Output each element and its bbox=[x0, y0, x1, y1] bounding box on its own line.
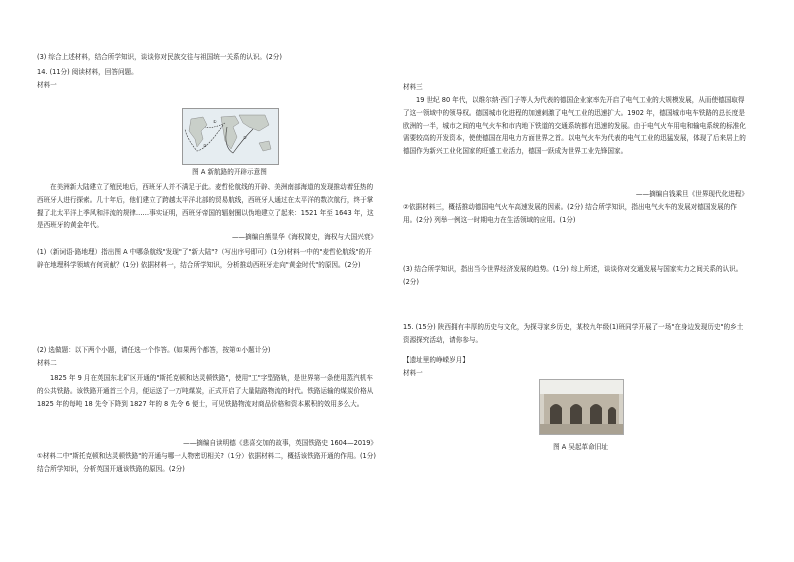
new-sea-routes-map bbox=[182, 108, 279, 165]
question-14-part-1: (1)（新词语·路地理）指出图 A 中哪条航线"发现"了"新大陆"?（写出序号即可）(1分)材料一中的"麦哲伦航线"的开辟在地理科学领域有何贡献？(1分) 依据材料一，结合所学知识，分析推动西班牙走向"黄金时代"的原因。(2分) bbox=[37, 248, 372, 269]
material-label: 材料二 bbox=[37, 359, 57, 367]
question-13-part-3: (3) 综合上述材料，结合所学知识，谈谈你对民族交往与祖国统一关系的认识。(2分) bbox=[37, 53, 282, 61]
section-title: 【遗址里的峥嵘岁月】 bbox=[403, 356, 469, 364]
material-text: 19 世纪 80 年代，以维尔纳·西门子等人为代表的德国企业家率先开启了电气工业的大规模发展，从而使德国取得了这一领域中的领导权。德国城市化进程的加速刺激了电气工业的迅速扩大。1902 年，德国城市电车铁路的总长度是欧洲的一半，城市之间的电气火车和市内地下铁道的交通系统都有迅速的发展。由于电气火车用电和输电系统的标准化需要较高的开发资本，使使德国在用电力方面世界之首。以电气火车为代表的电气工业的迅猛发展，体现了后来居上的德国作为新兴工业化国家的旺盛工业活力，德国一跃成为世界工业先锋国家。 bbox=[403, 96, 746, 156]
material-label: 材料一 bbox=[403, 369, 423, 377]
svg-text:②: ② bbox=[243, 135, 247, 140]
question-14-part-2-option-1: ①材料二中"斯托克顿和达灵顿铁路"的开通与哪一人物密切相关?（1分）依据材料二，概括该铁路开通的作用。(1分) 结合所学知识，分析英国开通该铁路的原因。(2分) bbox=[37, 452, 376, 473]
question-14-part-2-instructions: (2) 选做题：以下两个小题，请任选一个作答。(如果两个都答，按第①小题计分) bbox=[37, 346, 271, 354]
material-source: ——摘编自熊显华《海权简史，海权与大国兴衰》 bbox=[231, 233, 377, 241]
material-source: ——摘编自读明德《悲喜交加的故事，英国铁路史 1604—2019》 bbox=[183, 439, 377, 447]
figure-caption: 图 A 吴起革命旧址 bbox=[553, 443, 608, 451]
figure-caption: 图 A 新航路的开辟示意图 bbox=[192, 168, 267, 176]
svg-text:①: ① bbox=[213, 119, 217, 124]
question-14-heading: 14. (11分) 阅读材料，回答问题。 bbox=[37, 68, 138, 76]
question-14-part-2-option-2: ②依据材料三，概括推动德国电气火车高速发展的因素。(2分) 结合所学知识，指出电气火车的发展对德国发展的作用。(2分) 列举一例这一时期电力在生活领域的应用。(1分) bbox=[403, 203, 737, 224]
question-14-part-3: (3) 结合所学知识，指出当今世界经济发展的趋势。(1分) 综上所述，谈谈你对交通发展与国家实力之间关系的认识。(2分) bbox=[403, 265, 743, 286]
question-15-heading: 15. (15分) 陕西拥有丰厚的历史与文化，为探寻家乡历史，某校九年级(1)班同学开展了一场"在身边发现历史"的乡土资源探究活动，请你参与。 bbox=[403, 323, 744, 344]
material-text: 1825 年 9 月在英国东北矿区开通的"斯托克顿和达灵顿铁路"，使用"工"字型路轨，是世界第一条使用蒸汽机车的公共铁路。该铁路开通首三个月，便运送了一万吨煤炭，正式开启了大量陆路物流的时代。铁路运输的煤炭价格从 1825 年的每吨 18 先令下降到 1827 年的 8 先令 6 便士，可见铁路物流对商品价格和资本累积的效用多么大。 bbox=[37, 374, 374, 408]
material-label: 材料一 bbox=[37, 81, 57, 89]
revolutionary-site-photo bbox=[539, 379, 624, 435]
material-label: 材料三 bbox=[403, 83, 423, 91]
material-text: 在美洲新大陆建立了殖民地后，西班牙人并不满足于此。麦哲伦航线的开辟、美洲南部海道的发现推动着狂热的西班牙人进行探索。几十年后，他们建立了跨越太平洋北部的贸易航线，西班牙人通过在太平洋的数次航行，终于掌握了北太平洋上季风和洋流的规律……事实证明，西班牙帝国的辐射圈以伪地建立了起来：1521 年至 1643 年，这是西班牙的黄金年代。 bbox=[37, 183, 374, 230]
material-source: ——摘编自钱乘旦《世界现代化进程》 bbox=[635, 190, 748, 198]
svg-text:③: ③ bbox=[203, 143, 207, 148]
